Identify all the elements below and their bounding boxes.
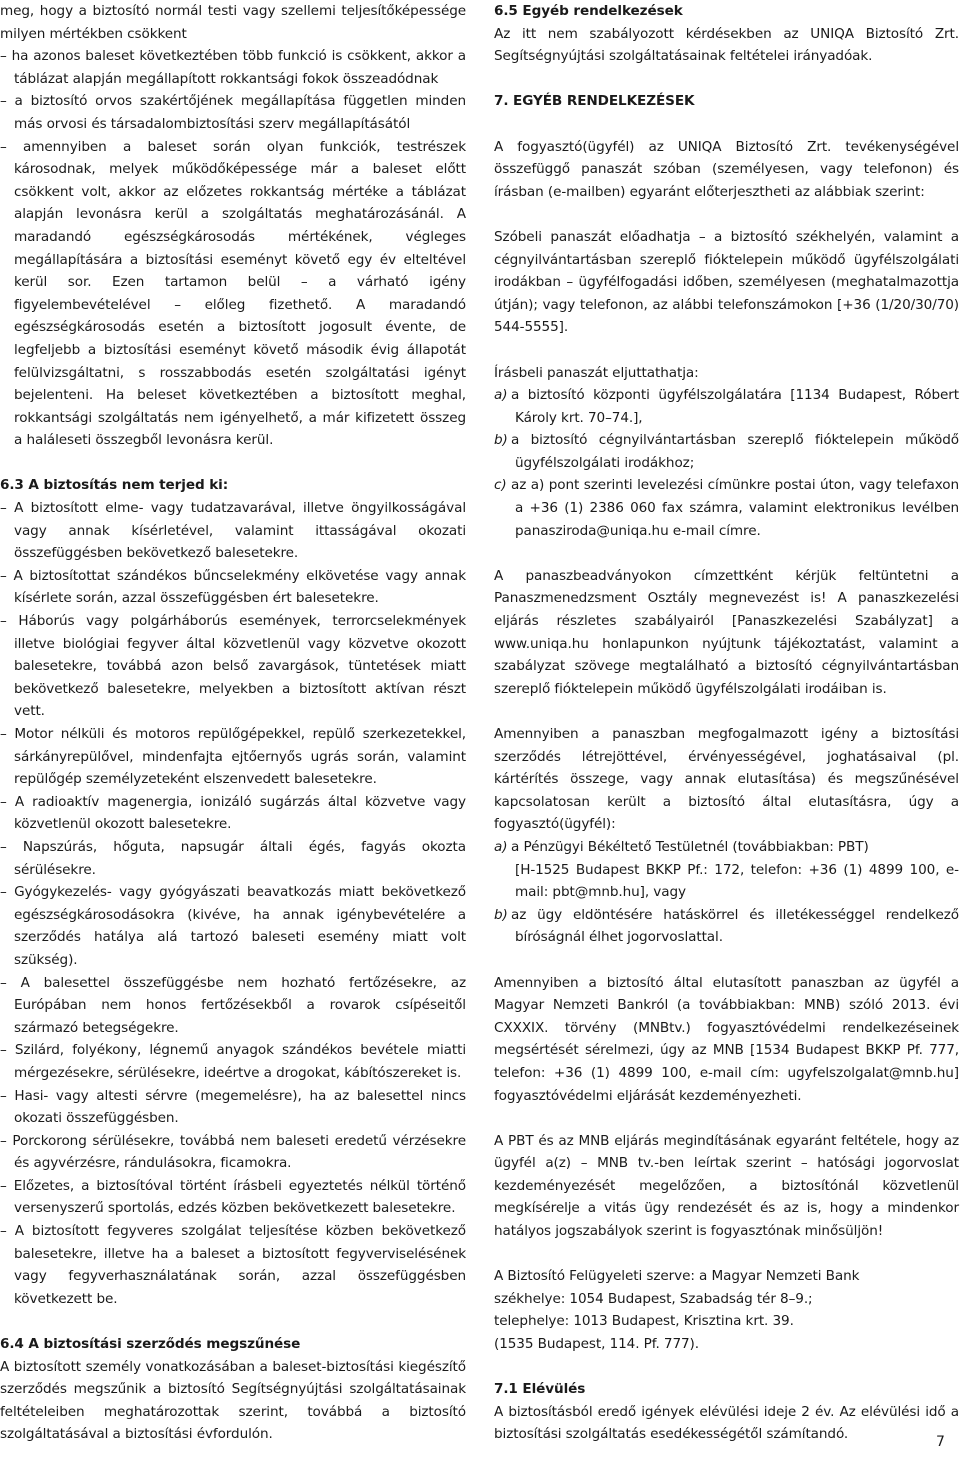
supervisor-line: székhelye: 1054 Budapest, Szabadság tér 8–9.;: [494, 1290, 813, 1307]
oral-complaint-paragraph: Szóbeli panaszát előadhatja – a biztosító székhelyén, valamint a cégnyilvántartásban szereplő fióktelepein működő ügyfélszolgálati irodákban – ügyfélfogadási időben, személyesen (meghatalmazottja útján); vagy telefonon, az alábbi telefonszámokon [+36 (1/20/30/70) 544-5555].: [494, 228, 959, 336]
section-6-4-text: A biztosított személy vonatkozásában a baleset-biztosítási kiegészítő szerződés megszűnik a biztosító Segítségnyújtási szolgáltatásainak feltételeiben meghatározottak szerint, továbbá a biztosító szolgáltatásával a biztosítási évfordulón.: [0, 1358, 466, 1443]
left-column: [0, 0, 466, 1446]
pbt-mnb-condition-paragraph: A PBT és az MNB eljárás megindításának egyaránt feltétele, hogy az ügyfél a(z) – MNB tv.-ben leírtak szerint – hatósági jogorvoslat kezdeményezését megelőzően, a biztosítónál közvetlenül megkísérelje a vitás ügy rendezését és az is, hogy a mindenkor hatályos jogszabályok szerint is fogyasztónak minősüljön!: [494, 1132, 959, 1240]
exclusion-item: – A biztosított fegyveres szolgálat teljesítése közben bekövetkező balesetekre, illetve ha a baleset a biztosított fegyverviselésének vagy fegyverhasználatának során, azzal összefüggésben következett be.: [0, 1220, 466, 1310]
intro-line: meg, hogy a biztosító normál testi vagy szellemi teljesítőképessége milyen mértékben csökkent: [0, 3, 466, 42]
exclusion-item: – Előzetes, a biztosítóval történt írásbeli egyeztetés nélkül történő versenyszerű sportolás, edzés közben bekövetkezett balesetekre.: [0, 1175, 466, 1220]
exclusion-item: – Motor nélküli és motoros repülőgépekkel, repülő szerkezetekkel, sárkányrepülővel, mindenfajta ejtőernyős ugrás során, valamint repülőgép személyzeteként elszenvedett balesetekre.: [0, 723, 466, 791]
exclusion-item: – A radioaktív magenergia, ionizáló sugárzás által közvetve vagy közvetlenül okozott balesetekre.: [0, 791, 466, 836]
intro-dash-3: – amennyiben a baleset során olyan funkciók, testrészek károsodnak, melyek működőképessége már a baleset előtt csökkent volt, akkor az előzetes rokkantság mértéke a táblázat alapján levonásra kerül a szolgáltatás meghatározásánál. A maradandó egészségkárosodás mértékének, végleges megállapítására a biztosítási eseményt követő egy év elteltével kerül sor. Ezen tartamon belül – a várható igény figyelembevételével – előleg fizethető. A maradandó egészségkárosodás esetén a biztosított jogosult évente, de legfeljebb a biztosítási eseményt követő második évig állapotát felülvizsgáltatni, s rosszabbodás esetén szolgáltatási igényt bejelenteni. Ha beleset következtében a biztosított meghal, rokkantsági szolgáltatás nem igényelhető, a már kifizetett összeg a haláleseti összegből levonásra kerül.: [0, 136, 466, 452]
written-complaint-item-b: b) a biztosító cégnyilvántartásban szereplő fióktelepein működő ügyfélszolgálati irodákhoz;: [494, 432, 959, 471]
intro-dash-1: – ha azonos baleset következtében több funkció is csökkent, akkor a táblázat alapján megállapított rokkantsági fokok összeadódnak: [0, 45, 466, 90]
section-6-4-title: 6.4 A biztosítási szerződés megszűnése: [0, 1336, 301, 1353]
section-6-3-title: 6.3 A biztosítás nem terjed ki:: [0, 477, 229, 494]
written-complaint-item-a: a) a biztosító központi ügyfélszolgálatára [1134 Budapest, Róbert Károly krt. 70–74.],: [494, 387, 959, 426]
section-7-1-title: 7.1 Elévülés: [494, 1381, 586, 1398]
remedy-item-a-contact: [H-1525 Budapest BKKP Pf.: 172, telefon: +36 (1) 4899 100, e-mail: pbt@mnb.hu], vagy: [515, 861, 959, 901]
page-number: 7: [936, 1434, 945, 1450]
supervisor-line: (1535 Budapest, 114. Pf. 777).: [494, 1336, 699, 1353]
remedy-intro-paragraph: Amennyiben a panaszban megfogalmazott igény a biztosítási szerződés létrejöttével, érvényességével, joghatásaival (pl. kártérítés összege, vagy annak elutasítása) és megszűnésével kapcsolatosan került a biztosító által elutasításra, úgy a fogyasztó(ügyfél):: [494, 726, 959, 833]
intro-dash-2: – a biztosító orvos szakértőjének megállapítása független minden más orvosi és társadalombiztosítási szerv megállapításától: [0, 90, 466, 135]
remedy-item-b: b) az ügy eldöntésére hatáskörrel és illetékességgel rendelkező bíróságnál élhet jogorvoslattal.: [494, 906, 959, 946]
exclusions-list: [0, 497, 466, 1310]
section-6-5-text: Az itt nem szabályozott kérdésekben az UNIQA Biztosító Zrt. Segítségnyújtási szolgáltatásainak feltételei irányadóak.: [494, 25, 959, 65]
section-7-title: 7. EGYÉB RENDELKEZÉSEK: [494, 93, 695, 110]
written-complaint-item-c: c) az a) pont szerinti levelezési címünkre postai úton, vagy telefaxon a +36 (1) 2386 060 fax számra, valamint elektronikus levélben panasziroda@uniqa.hu e-mail címre.: [494, 477, 959, 539]
written-complaint-intro: Írásbeli panaszát eljuttathatja:: [494, 364, 699, 381]
exclusion-item: – Napszúrás, hőguta, napsugár általi égés, fagyás okozta sérülésekre.: [0, 836, 466, 881]
complaint-intro-paragraph: A fogyasztó(ügyfél) az UNIQA Biztosító Zrt. tevékenységével összefüggő panaszát szóban (személyesen, vagy telefonon) és írásban (e-mailben) egyaránt előterjesztheti az alábbiak szerint:: [494, 138, 959, 200]
exclusion-item: – Háborús vagy polgárháborús események, terrorcselekmények illetve biológiai fegyver által közvetlenül vagy közvetve okozott balesetekre, továbbá azon belső zavargások, tüntetések miatt bekövetkező balesetekre, melyekben a biztosított aktívan részt vett.: [0, 610, 466, 723]
right-column: [494, 0, 959, 1446]
exclusion-item: – Szilárd, folyékony, légnemű anyagok szándékos bevétele miatti mérgezésekre, sérülésekre, ideértve a drogokat, kábítószereket is.: [0, 1039, 466, 1084]
remedy-item-a: a) a Pénzügyi Békéltető Testületnél (továbbiakban: PBT): [494, 838, 869, 855]
supervisor-line: A Biztosító Felügyeleti szerve: a Magyar Nemzeti Bank: [494, 1268, 860, 1285]
exclusion-item: – Porckorong sérülésekre, továbbá nem baleseti eredetű vérzésekre és agyvérzésre, rándulásokra, ficamokra.: [0, 1130, 466, 1175]
exclusion-item: – A balesettel összefüggésbe nem hozható fertőzésekre, az Európában nem honos fertőzésekből a rovarok csípéseitől származó betegségekre.: [0, 972, 466, 1040]
mnb-paragraph: Amennyiben a biztosító által elutasított panaszban az ügyfél a Magyar Nemzeti Bankról (a továbbiakban: MNB) szóló 2013. évi CXXXIX. törvény (MNBtv.) fogyasztóvédelmi rendelkezéseinek megsértését sérelmezi, úgy az MNB [1534 Budapest BKKP Pf. 777, telefon: +36 (1) 4899 100, e-mail cím: ugyfelszolgalat@mnb.hu] fogyasztóvédelmi eljárását kezdeményezheti.: [494, 974, 959, 1104]
exclusion-item: – Gyógykezelés- vagy gyógyászati beavatkozás miatt bekövetkező egészségkárosodásokra (kivéve, ha annak igénybevételére a szerződés hatálya alá tartozó baleseti esemény miatt volt szükség).: [0, 881, 466, 971]
supervisor-line: telephelye: 1013 Budapest, Krisztina krt. 39.: [494, 1313, 794, 1330]
complaint-rules-paragraph: A panaszbeadványokon címzettként kérjük feltüntetni a Panaszmenedzsment Osztály megnevezést is! A panaszkezelési eljárás részletes szabályairól [Panaszkezelési Szabályzat] a www.uniqa.hu honlapunkon nyújtunk tájékoztatást, valamint a szabályzat szövege megtalálható a biztosító cégnyilvántartásban szereplő fióktelepein működő ügyfélszolgálati irodáiban is.: [494, 567, 959, 697]
exclusion-item: – Hasi- vagy altesti sérvre (megemelésre), ha az balesettel nincs okozati összefüggésben.: [0, 1085, 466, 1130]
section-7-1-text: A biztosításból eredő igények elévülési ideje 2 év. Az elévülési idő a biztosítási szolgáltatás esedékességétől számítandó.: [494, 1403, 959, 1443]
exclusion-item: – A biztosított elme- vagy tudatzavarával, illetve öngyilkosságával vagy annak kísérletével, valamint ittasságával okozati összefüggésben bekövetkező balesetekre.: [0, 497, 466, 565]
section-6-5-title: 6.5 Egyéb rendelkezések: [494, 3, 683, 19]
exclusion-item: – A biztosítottat szándékos bűncselekmény elkövetése vagy annak kísérlete során, azzal összefüggésben ért balesetekre.: [0, 565, 466, 610]
